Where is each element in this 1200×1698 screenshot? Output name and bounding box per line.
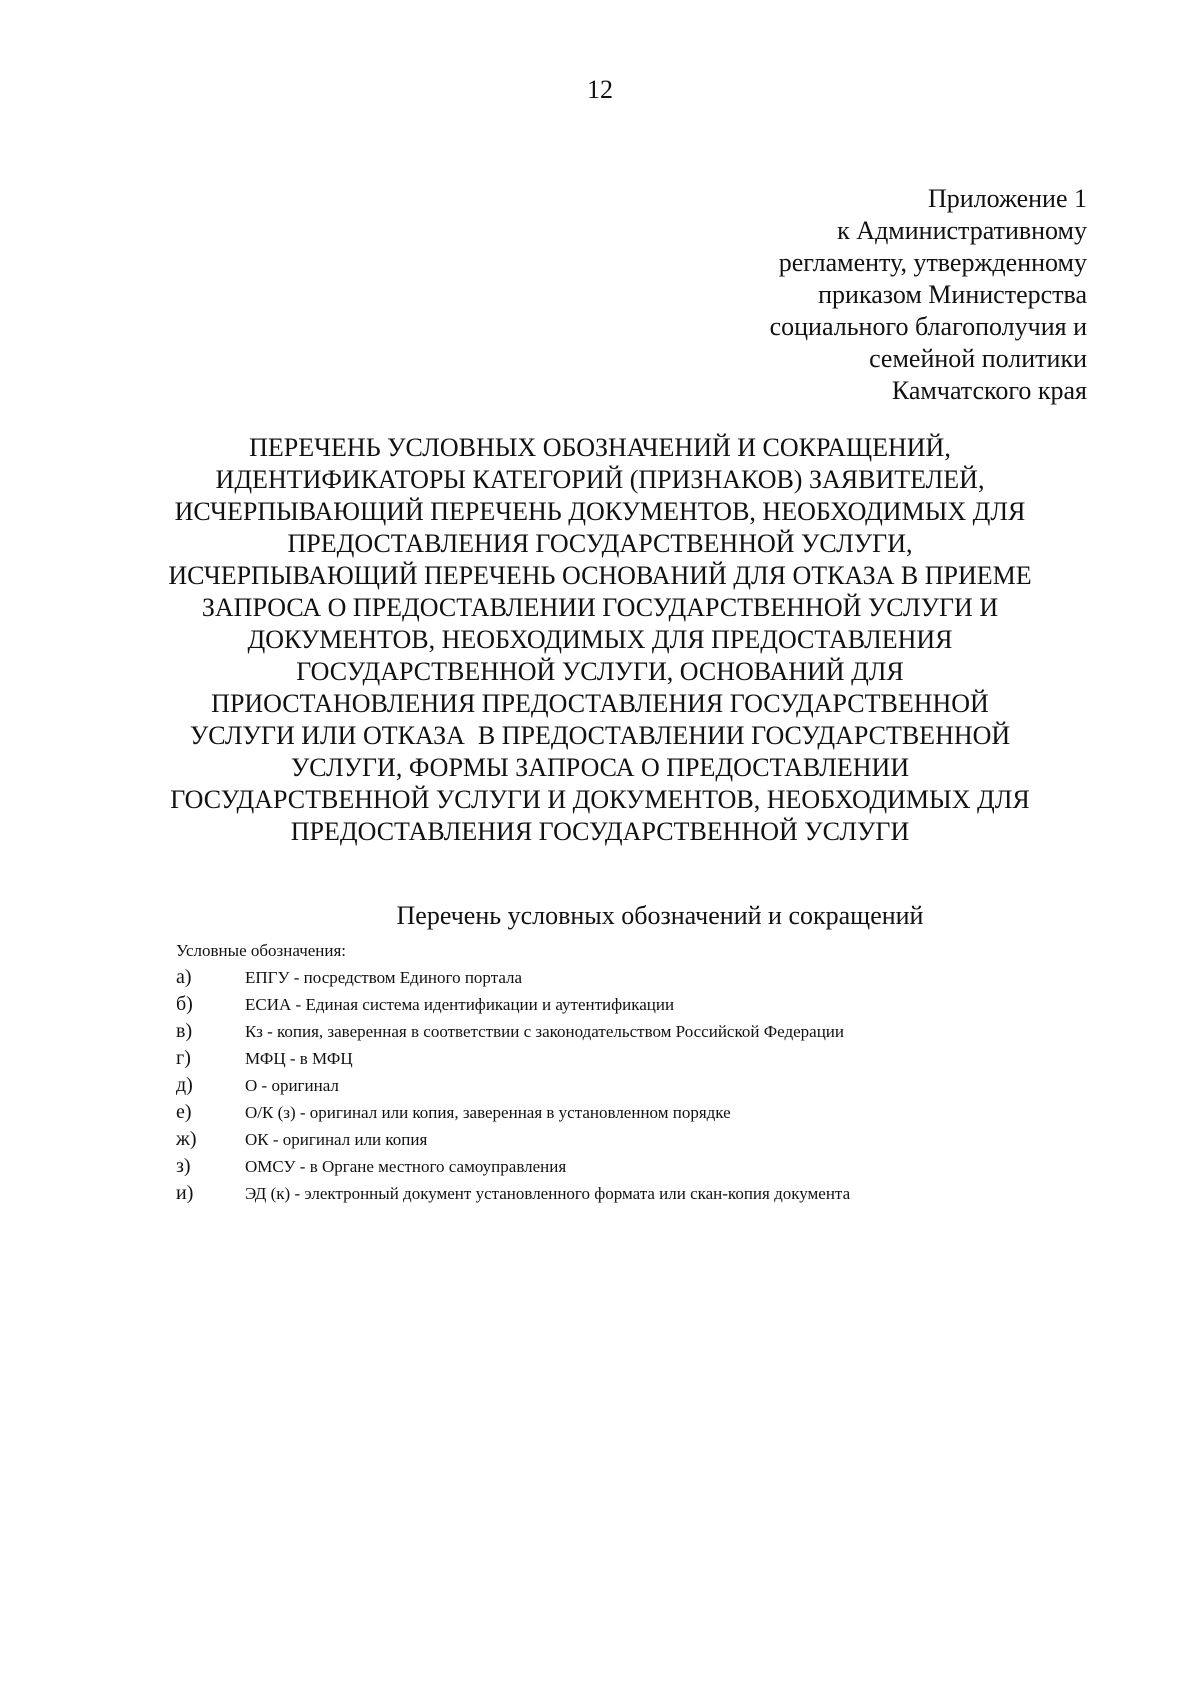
main-title-line: ДОКУМЕНТОВ, НЕОБХОДИМЫХ ДЛЯ ПРЕДОСТАВЛЕНИЯ — [247, 625, 953, 654]
main-title-line: ГОСУДАРСТВЕННОЙ УСЛУГИ И ДОКУМЕНТОВ, НЕОБХОДИМЫХ ДЛЯ — [170, 785, 1030, 814]
approval-line: регламенту, утвержденному — [778, 248, 1087, 277]
approval-line: к Административному — [837, 216, 1087, 245]
main-title-line: УСЛУГИ ИЛИ ОТКАЗА В ПРЕДОСТАВЛЕНИИ ГОСУДАРСТВЕННОЙ — [189, 721, 1011, 750]
legend-item — [176, 1072, 1076, 1099]
section-title: Перечень условных обозначений и сокращений — [396, 901, 924, 930]
legend-heading: Условные обозначения: — [176, 941, 347, 960]
main-title-line: УСЛУГИ, ФОРМЫ ЗАПРОСА О ПРЕДОСТАВЛЕНИИ — [290, 753, 910, 782]
main-title-line: ИСЧЕРПЫВАЮЩИЙ ПЕРЕЧЕНЬ ОСНОВАНИЙ ДЛЯ ОТКАЗА В ПРИЕМЕ — [168, 561, 1032, 590]
legend-item-text: ОК - оригинал или копия — [245, 1130, 428, 1149]
legend-item-letter: д) — [176, 1074, 193, 1096]
legend-item-text: О/К (з) - оригинал или копия, заверенная в установленном порядке — [245, 1103, 731, 1122]
legend-item-text: ЭД (к) - электронный документ установленного формата или скан-копия документа — [245, 1184, 851, 1203]
main-title-line: ПРИОСТАНОВЛЕНИЯ ПРЕДОСТАВЛЕНИЯ ГОСУДАРСТВЕННОЙ — [211, 689, 989, 718]
legend-item — [176, 964, 1076, 991]
main-title-line: ПРЕДОСТАВЛЕНИЯ ГОСУДАРСТВЕННОЙ УСЛУГИ — [290, 817, 910, 846]
main-title-line: ЗАПРОСА О ПРЕДОСТАВЛЕНИИ ГОСУДАРСТВЕННОЙ УСЛУГИ И — [201, 593, 999, 622]
main-title-line: ИДЕНТИФИКАТОРЫ КАТЕГОРИЙ (ПРИЗНАКОВ) ЗАЯВИТЕЛЕЙ, — [215, 465, 985, 494]
legend-item-text: О - оригинал — [245, 1076, 339, 1095]
legend — [176, 938, 1076, 1207]
main-title-line: ГОСУДАРСТВЕННОЙ УСЛУГИ, ОСНОВАНИЙ ДЛЯ — [296, 657, 904, 686]
legend-item-letter: в) — [176, 1020, 193, 1042]
approval-line: Приложение 1 — [927, 184, 1087, 213]
legend-item-text: Кз - копия, заверенная в соответствии с законодательством Российской Федерации — [245, 1022, 844, 1041]
approval-line: приказом Министерства — [818, 280, 1087, 309]
approval-block — [627, 183, 1087, 407]
legend-item-letter: а) — [176, 966, 192, 988]
legend-item-letter: е) — [176, 1101, 192, 1123]
legend-item-text: ОМСУ - в Органе местного самоуправления — [245, 1157, 567, 1176]
approval-line: Камчатского края — [891, 376, 1087, 405]
legend-item — [176, 991, 1076, 1018]
legend-item — [176, 1126, 1076, 1153]
legend-item-text: ЕПГУ - посредством Единого портала — [245, 968, 523, 987]
main-title-line: ПРЕДОСТАВЛЕНИЯ ГОСУДАРСТВЕННОЙ УСЛУГИ, — [287, 529, 913, 558]
legend-item — [176, 1045, 1076, 1072]
legend-item — [176, 1018, 1076, 1045]
legend-item-letter: ж) — [176, 1128, 197, 1150]
legend-item — [176, 1153, 1076, 1180]
legend-item-letter: г) — [176, 1047, 191, 1069]
legend-item-letter: з) — [176, 1155, 191, 1177]
legend-item-letter: и) — [176, 1182, 194, 1204]
page-number: 12 — [587, 75, 613, 104]
legend-item — [176, 1180, 1076, 1207]
legend-item-text: МФЦ - в МФЦ — [245, 1049, 353, 1068]
legend-list — [176, 964, 1076, 1207]
legend-item — [176, 1099, 1076, 1126]
legend-item-text: ЕСИА - Единая система идентификации и аутентификации — [245, 995, 675, 1014]
main-title-line: ПЕРЕЧЕНЬ УСЛОВНЫХ ОБОЗНАЧЕНИЙ И СОКРАЩЕНИЙ, — [249, 433, 951, 462]
main-title-line: ИСЧЕРПЫВАЮЩИЙ ПЕРЕЧЕНЬ ДОКУМЕНТОВ, НЕОБХОДИМЫХ ДЛЯ — [174, 497, 1026, 526]
approval-line: социального благополучия и — [769, 312, 1087, 341]
approval-line: семейной политики — [869, 344, 1087, 373]
main-title — [120, 432, 1080, 848]
legend-item-letter: б) — [176, 993, 193, 1015]
